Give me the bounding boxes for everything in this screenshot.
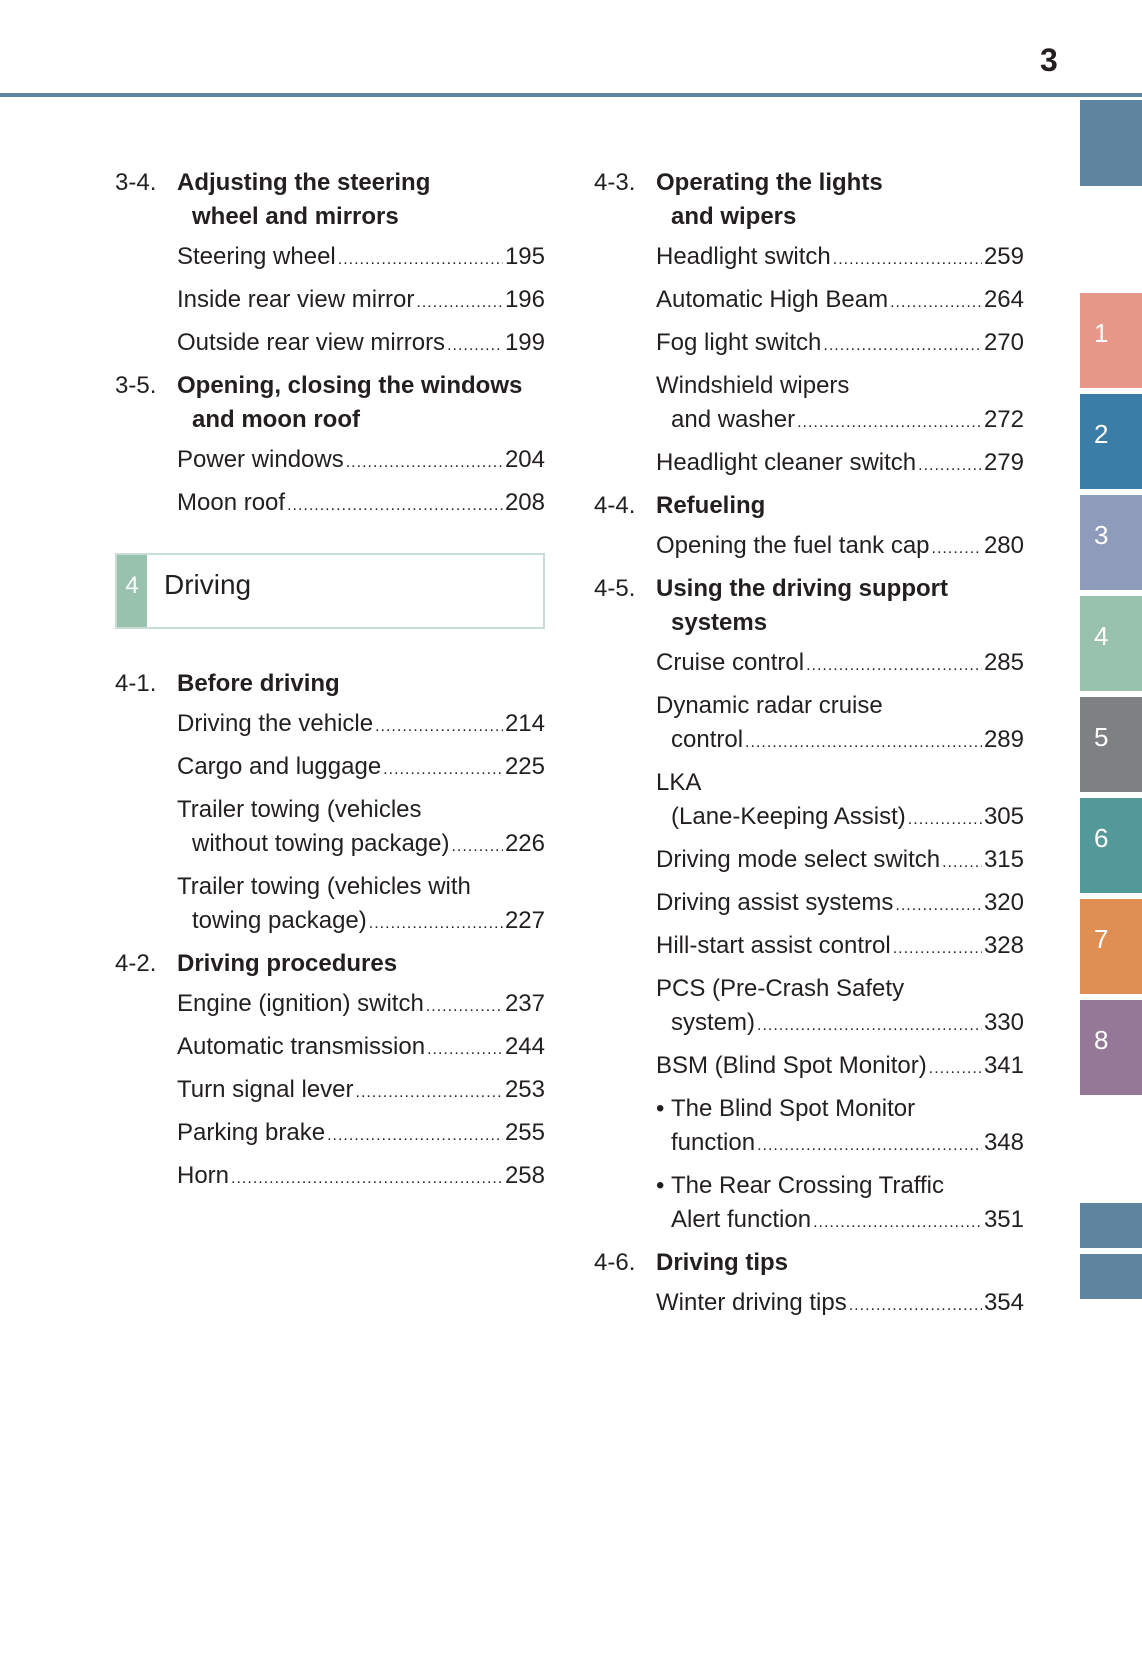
toc-entry[interactable] [594, 529, 1024, 566]
section-heading-4-2[interactable] [115, 947, 545, 981]
page-number: 3 [1040, 42, 1058, 78]
dot-leader [327, 1119, 503, 1153]
dot-leader [813, 1206, 982, 1240]
dot-leader [757, 1129, 982, 1163]
entry-title: Parking brake [177, 1119, 326, 1146]
entry-title: and washer [671, 406, 796, 433]
index-tab[interactable] [1080, 1203, 1142, 1248]
dot-leader [346, 446, 503, 480]
dot-leader [823, 329, 982, 363]
toc-entry[interactable] [594, 886, 1024, 923]
entry-title: Automatic High Beam [656, 286, 889, 313]
chapter-tab-5[interactable]: 5 [1080, 697, 1142, 792]
entry-title: Alert function [671, 1206, 812, 1233]
toc-entry[interactable] [115, 750, 545, 787]
toc-entry[interactable] [115, 1030, 545, 1067]
entry-title-line1: PCS (Pre-Crash Safety [656, 975, 905, 1002]
toc-entry[interactable] [594, 766, 1024, 837]
entry-title: Moon roof [177, 489, 286, 516]
section-number: 4-2. [115, 950, 157, 977]
page-ref: 226 [504, 830, 545, 857]
page-ref: 195 [504, 243, 545, 270]
entry-title-line1: Windshield wipers [656, 372, 850, 399]
page-ref: 259 [983, 243, 1024, 270]
page-ref: 285 [983, 649, 1024, 676]
dot-leader [416, 286, 503, 320]
section-title: Driving tips [656, 1249, 789, 1276]
section-number: 4-3. [594, 169, 636, 196]
page-ref: 237 [504, 990, 545, 1017]
page-ref: 315 [983, 846, 1024, 873]
entry-title: Headlight switch [656, 243, 831, 270]
entry-title-line1: LKA [656, 769, 702, 796]
page-ref: 348 [983, 1129, 1024, 1156]
chapter-tab-8[interactable]: 8 [1080, 1000, 1142, 1095]
toc-entry[interactable] [594, 446, 1024, 483]
page-ref: 341 [983, 1052, 1024, 1079]
dot-leader [426, 990, 503, 1024]
entry-title: Driving mode select switch [656, 846, 941, 873]
chapter-tab-1[interactable]: 1 [1080, 293, 1142, 388]
toc-entry[interactable] [594, 240, 1024, 277]
chapter-tab-7[interactable]: 7 [1080, 899, 1142, 994]
dot-leader [375, 710, 503, 744]
dot-leader [895, 889, 982, 923]
page-ref: 305 [983, 803, 1024, 830]
dot-leader [929, 1052, 982, 1086]
page-ref: 255 [504, 1119, 545, 1146]
entry-title: without towing package) [192, 830, 450, 857]
index-tab[interactable] [1080, 100, 1142, 186]
entry-title: (Lane-Keeping Assist) [671, 803, 906, 830]
section-heading-4-6[interactable] [594, 1246, 1024, 1280]
entry-title: Fog light switch [656, 329, 822, 356]
toc-entry[interactable] [594, 689, 1024, 760]
page-ref: 253 [504, 1076, 545, 1103]
entry-title: Cruise control [656, 649, 805, 676]
section-title-cont: and moon roof [192, 406, 360, 433]
entry-title: Engine (ignition) switch [177, 990, 424, 1017]
page-ref: 354 [983, 1289, 1024, 1316]
entry-title: Power windows [177, 446, 344, 473]
section-number: 4-1. [115, 670, 157, 697]
toc-item-list [115, 987, 545, 1196]
toc-entry[interactable] [115, 793, 545, 864]
page-ref: 279 [983, 449, 1024, 476]
dot-leader [833, 243, 982, 277]
section-title: Using the driving support [656, 575, 948, 602]
dot-leader [356, 1076, 503, 1110]
entry-title: Turn signal lever [177, 1076, 354, 1103]
section-heading-3-5[interactable] [115, 369, 545, 437]
entry-title-line1: Dynamic radar cruise [656, 692, 883, 719]
page-ref: 214 [504, 710, 545, 737]
page-ref: 328 [983, 932, 1024, 959]
toc-entry[interactable] [115, 870, 545, 941]
dot-leader [745, 726, 982, 760]
entry-title-line1: Trailer towing (vehicles [177, 796, 422, 823]
section-heading-4-4[interactable] [594, 489, 1024, 523]
entry-title: towing package) [192, 907, 367, 934]
page-ref: 199 [504, 329, 545, 356]
chapter-number: 4 [117, 555, 147, 627]
page-ref: 351 [983, 1206, 1024, 1233]
toc-entry[interactable] [594, 369, 1024, 440]
entry-title: Outside rear view mirrors [177, 329, 446, 356]
dot-leader [427, 1033, 503, 1067]
entry-title: Winter driving tips [656, 1289, 847, 1316]
entry-title: control [671, 726, 744, 753]
toc-entry[interactable] [115, 707, 545, 744]
toc-entry[interactable] [115, 1073, 545, 1110]
section-title-cont: and wipers [671, 203, 797, 230]
bullet-icon: • [656, 1172, 665, 1199]
toc-entry[interactable] [115, 1116, 545, 1153]
page-ref: 258 [504, 1162, 545, 1189]
page-ref: 320 [983, 889, 1024, 916]
dot-leader [806, 649, 982, 683]
section-title: Before driving [177, 670, 340, 697]
chapter-tab-6[interactable]: 6 [1080, 798, 1142, 893]
dot-leader [942, 846, 982, 880]
toc-left-column [115, 160, 545, 1202]
section-title: Driving procedures [177, 950, 398, 977]
section-heading-4-5[interactable] [594, 572, 1024, 640]
page-ref: 225 [504, 753, 545, 780]
toc-item-list [594, 646, 1024, 1240]
dot-leader [447, 329, 503, 363]
toc-entry[interactable] [594, 1286, 1024, 1323]
chapter-heading-driving[interactable] [115, 553, 545, 629]
dot-leader [338, 243, 503, 277]
bullet-icon: • [656, 1095, 665, 1122]
entry-title: Horn [177, 1162, 230, 1189]
page-ref: 280 [983, 532, 1024, 559]
toc-entry[interactable] [115, 987, 545, 1024]
chapter-tab-2[interactable]: 2 [1080, 394, 1142, 489]
toc-entry[interactable] [594, 1049, 1024, 1086]
toc-right-column [594, 160, 1024, 1329]
entry-title-line1: Trailer towing (vehicles with [177, 873, 471, 900]
section-number: 3-4. [115, 169, 157, 196]
section-heading-3-4[interactable] [115, 166, 545, 234]
dot-leader [757, 1009, 982, 1043]
toc-entry[interactable] [594, 1169, 1024, 1240]
dot-leader [890, 286, 982, 320]
entry-title: Inside rear view mirror [177, 286, 415, 313]
section-number: 4-6. [594, 1249, 636, 1276]
toc-entry[interactable] [115, 326, 545, 363]
section-heading-4-1[interactable] [115, 667, 545, 701]
dot-leader [451, 830, 502, 864]
section-heading-4-3[interactable] [594, 166, 1024, 234]
toc-entry[interactable] [594, 1092, 1024, 1163]
entry-title: Driving assist systems [656, 889, 894, 916]
entry-title: Automatic transmission [177, 1033, 426, 1060]
page-ref: 272 [983, 406, 1024, 433]
dot-leader [908, 803, 982, 837]
dot-leader [932, 532, 982, 566]
entry-title: Opening the fuel tank cap [656, 532, 930, 559]
toc-entry[interactable] [594, 283, 1024, 320]
toc-item-list [594, 1286, 1024, 1323]
chapter-tab-3[interactable]: 3 [1080, 495, 1142, 590]
dot-leader [893, 932, 982, 966]
toc-item-list [594, 240, 1024, 483]
entry-title: system) [671, 1009, 755, 1036]
toc-entry[interactable] [594, 646, 1024, 683]
toc-entry[interactable] [594, 972, 1024, 1043]
entry-title: Hill-start assist control [656, 932, 891, 959]
page-ref: 227 [504, 907, 545, 934]
header-rule [0, 93, 1142, 97]
toc-entry[interactable] [115, 240, 545, 277]
toc-entry[interactable] [594, 843, 1024, 880]
toc-item-list [594, 529, 1024, 566]
toc-entry[interactable] [115, 1159, 545, 1196]
toc-entry[interactable] [115, 283, 545, 320]
dot-leader [287, 489, 503, 523]
page-ref: 264 [983, 286, 1024, 313]
section-title: Refueling [656, 492, 766, 519]
page-ref: 244 [504, 1033, 545, 1060]
toc-entry[interactable] [594, 326, 1024, 363]
entry-title: BSM (Blind Spot Monitor) [656, 1052, 927, 1079]
page-ref: 204 [504, 446, 545, 473]
section-number: 4-4. [594, 492, 636, 519]
dot-leader [369, 907, 503, 941]
page-ref: 208 [504, 489, 545, 516]
section-title: Operating the lights [656, 169, 883, 196]
toc-entry[interactable] [115, 486, 545, 523]
section-title: Opening, closing the windows [177, 372, 523, 399]
entry-title: function [671, 1129, 756, 1156]
chapter-title: Driving [164, 569, 252, 600]
dot-leader [797, 406, 982, 440]
page-ref: 270 [983, 329, 1024, 356]
entry-title-line1: The Blind Spot Monitor [671, 1095, 916, 1122]
toc-item-list [115, 443, 545, 523]
entry-title-line1: The Rear Crossing Traffic [671, 1172, 944, 1199]
section-number: 4-5. [594, 575, 636, 602]
toc-item-list [115, 240, 545, 363]
section-title: Adjusting the steering [177, 169, 431, 196]
dot-leader [849, 1289, 982, 1323]
entry-title: Cargo and luggage [177, 753, 382, 780]
section-title-cont: systems [671, 609, 768, 636]
toc-entry[interactable] [115, 443, 545, 480]
page-ref: 330 [983, 1009, 1024, 1036]
section-title-cont: wheel and mirrors [192, 203, 399, 230]
dot-leader [918, 449, 982, 483]
toc-entry[interactable] [594, 929, 1024, 966]
entry-title: Headlight cleaner switch [656, 449, 917, 476]
index-tab[interactable] [1080, 1254, 1142, 1299]
entry-title: Driving the vehicle [177, 710, 374, 737]
dot-leader [231, 1162, 503, 1196]
entry-title: Steering wheel [177, 243, 336, 270]
dot-leader [383, 753, 503, 787]
page-ref: 196 [504, 286, 545, 313]
chapter-tab-4[interactable]: 4 [1080, 596, 1142, 691]
toc-item-list [115, 707, 545, 941]
section-number: 3-5. [115, 372, 157, 399]
page-ref: 289 [983, 726, 1024, 753]
